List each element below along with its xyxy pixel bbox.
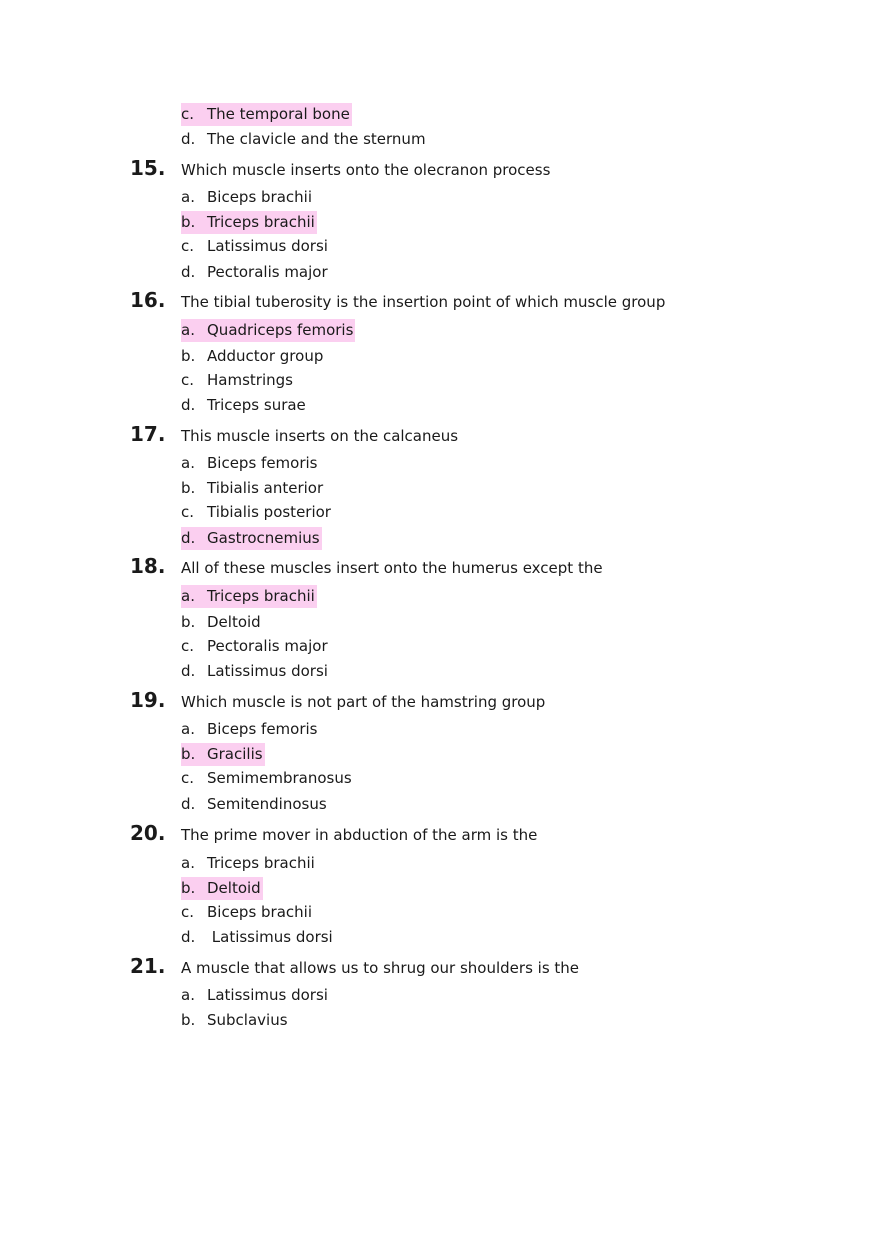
option-text: Semimembranosus bbox=[207, 769, 352, 787]
option-letter: a. bbox=[181, 587, 195, 605]
option-17a bbox=[181, 452, 318, 475]
option-letter: b. bbox=[181, 879, 196, 897]
option-text: Latissimus dorsi bbox=[207, 237, 328, 255]
question-number-20: 20. bbox=[130, 821, 166, 845]
option-letter: d. bbox=[181, 928, 196, 946]
option-letter: d. bbox=[181, 795, 196, 813]
option-16b bbox=[181, 345, 323, 368]
option-text: Adductor group bbox=[207, 347, 324, 365]
option-letter: c. bbox=[181, 637, 195, 655]
option-letter: a. bbox=[181, 188, 195, 206]
question-number-17: 17. bbox=[130, 422, 166, 446]
option-letter: b. bbox=[181, 347, 196, 365]
option-15c bbox=[181, 235, 328, 258]
question-number-16: 16. bbox=[130, 288, 166, 312]
option-text: Tibialis posterior bbox=[207, 503, 331, 521]
option-text: Tibialis anterior bbox=[207, 479, 324, 497]
question-text-17: This muscle inserts on the calcaneus bbox=[181, 427, 459, 445]
option-letter: a. bbox=[181, 321, 195, 339]
option-letter: b. bbox=[181, 213, 196, 231]
option-18d bbox=[181, 660, 328, 683]
option-15a bbox=[181, 186, 312, 209]
question-text-21: A muscle that allows us to shrug our shoulders is the bbox=[181, 959, 580, 977]
option-text: Biceps femoris bbox=[207, 454, 318, 472]
option-text: Quadriceps femoris bbox=[207, 321, 354, 339]
option-letter: b. bbox=[181, 1011, 196, 1029]
question-text-18: All of these muscles insert onto the humerus except the bbox=[181, 559, 603, 577]
option-letter: d. bbox=[181, 396, 196, 414]
option-text: Biceps brachii bbox=[207, 903, 313, 921]
option-text: Gracilis bbox=[207, 745, 263, 763]
option-letter: d. bbox=[181, 263, 196, 281]
option-letter: a. bbox=[181, 720, 195, 738]
option-text: Subclavius bbox=[207, 1011, 288, 1029]
option-letter: b. bbox=[181, 613, 196, 631]
option-letter: c. bbox=[181, 105, 195, 123]
option-text: Gastrocnemius bbox=[207, 529, 320, 547]
option-20c bbox=[181, 901, 312, 924]
option-letter: a. bbox=[181, 454, 195, 472]
option-21a bbox=[181, 984, 328, 1007]
option-letter: c. bbox=[181, 903, 195, 921]
option-15b-highlighted bbox=[181, 211, 317, 234]
option-text: Triceps surae bbox=[207, 396, 306, 414]
option-18a-highlighted bbox=[181, 585, 317, 608]
option-letter: b. bbox=[181, 479, 196, 497]
option-letter: c. bbox=[181, 503, 195, 521]
option-text: The temporal bone bbox=[207, 105, 350, 123]
option-17d-highlighted bbox=[181, 527, 322, 550]
option-text: Latissimus dorsi bbox=[207, 928, 333, 946]
option-14d bbox=[181, 128, 426, 151]
option-text: Triceps brachii bbox=[207, 587, 315, 605]
option-letter: c. bbox=[181, 237, 195, 255]
option-19d bbox=[181, 793, 327, 816]
option-text: Hamstrings bbox=[207, 371, 293, 389]
option-text: Pectoralis major bbox=[207, 637, 328, 655]
option-text: The clavicle and the sternum bbox=[207, 130, 426, 148]
question-text-16: The tibial tuberosity is the insertion point of which muscle group bbox=[181, 293, 666, 311]
option-text: Latissimus dorsi bbox=[207, 662, 328, 680]
option-text: Semitendinosus bbox=[207, 795, 327, 813]
question-number-15: 15. bbox=[130, 156, 166, 180]
question-number-21: 21. bbox=[130, 954, 166, 978]
option-20b-highlighted bbox=[181, 877, 263, 900]
option-19a bbox=[181, 718, 318, 741]
option-letter: d. bbox=[181, 662, 196, 680]
option-17c bbox=[181, 501, 331, 524]
option-text: Latissimus dorsi bbox=[207, 986, 328, 1004]
option-letter: b. bbox=[181, 745, 196, 763]
question-number-18: 18. bbox=[130, 554, 166, 578]
option-19b-highlighted bbox=[181, 743, 265, 766]
option-letter: d. bbox=[181, 529, 196, 547]
option-18c bbox=[181, 635, 328, 658]
option-text: Deltoid bbox=[207, 879, 261, 897]
option-letter: a. bbox=[181, 854, 195, 872]
option-15d bbox=[181, 261, 328, 284]
option-text: Biceps brachii bbox=[207, 188, 313, 206]
option-14c-highlighted bbox=[181, 103, 352, 126]
option-letter: d. bbox=[181, 130, 196, 148]
option-20a bbox=[181, 852, 315, 875]
option-letter: a. bbox=[181, 986, 195, 1004]
option-17b bbox=[181, 477, 323, 500]
option-text: Biceps femoris bbox=[207, 720, 318, 738]
option-16d bbox=[181, 394, 306, 417]
option-letter: c. bbox=[181, 769, 195, 787]
question-text-19: Which muscle is not part of the hamstring group bbox=[181, 693, 546, 711]
option-text: Pectoralis major bbox=[207, 263, 328, 281]
option-21b bbox=[181, 1009, 288, 1032]
option-16a-highlighted bbox=[181, 319, 355, 342]
option-letter: c. bbox=[181, 371, 195, 389]
option-text: Triceps brachii bbox=[207, 854, 315, 872]
option-16c bbox=[181, 369, 293, 392]
option-18b bbox=[181, 611, 261, 634]
option-text: Deltoid bbox=[207, 613, 261, 631]
option-19c bbox=[181, 767, 352, 790]
question-text-20: The prime mover in abduction of the arm is the bbox=[181, 826, 538, 844]
question-text-15: Which muscle inserts onto the olecranon process bbox=[181, 161, 551, 179]
option-text: Triceps brachii bbox=[207, 213, 315, 231]
question-number-19: 19. bbox=[130, 688, 166, 712]
option-20d bbox=[181, 926, 333, 949]
